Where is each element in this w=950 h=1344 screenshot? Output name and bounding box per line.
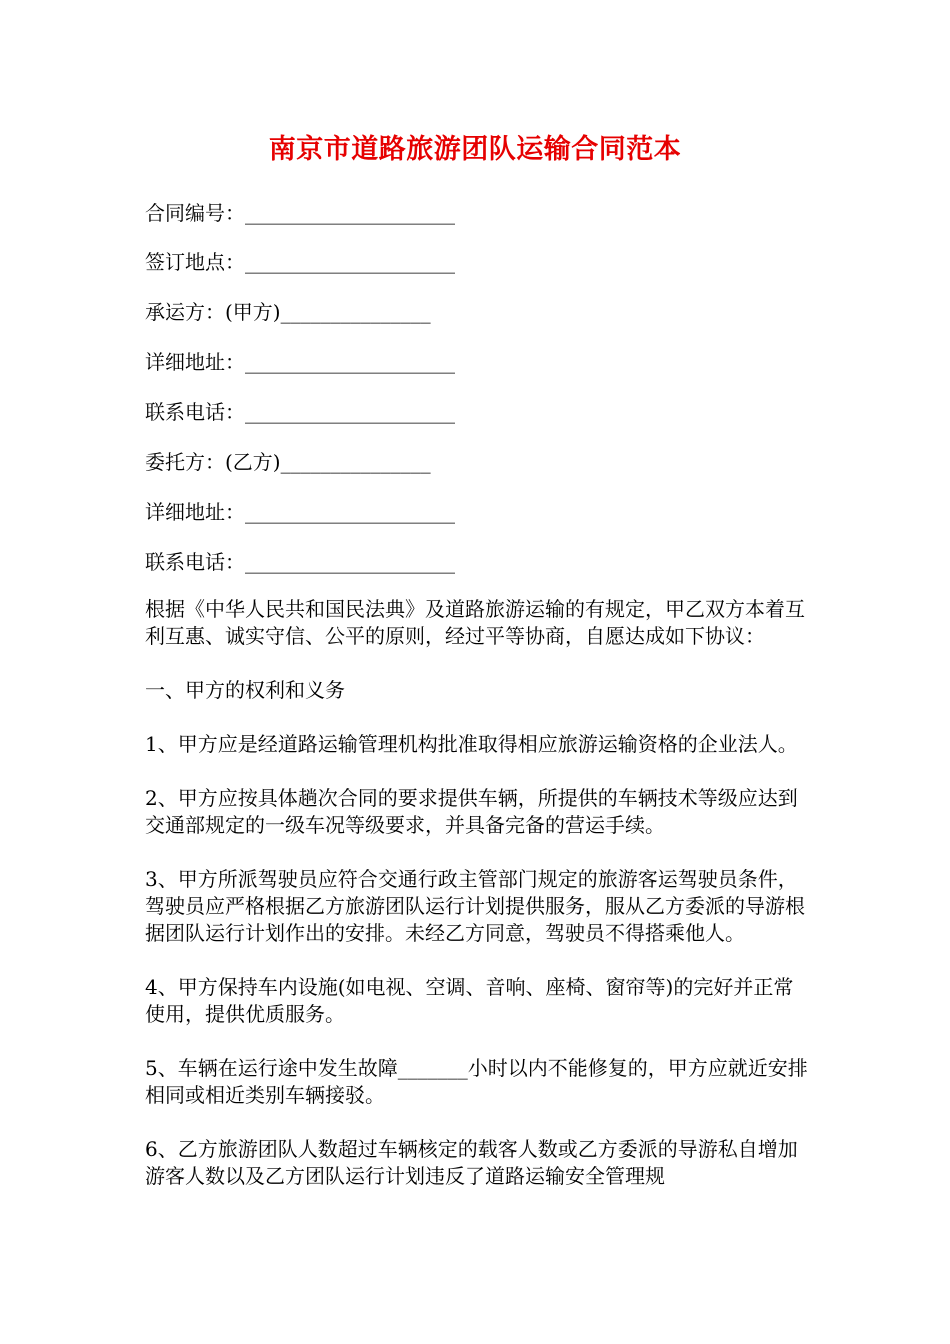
- party-a-phone-field: 联系电话：_____________________: [145, 400, 455, 424]
- clause-paragraph: 4、甲方保持车内设施(如电视、空调、音响、座椅、窗帘等)的完好并正常使用，提供优质服务。: [145, 975, 794, 1026]
- carrier-party-a-field: 承运方：(甲方)_______________: [145, 300, 431, 324]
- party-b-phone-field: 联系电话：_____________________: [145, 550, 455, 574]
- document-title: 南京市道路旅游团队运输合同范本: [268, 134, 682, 165]
- clause-paragraph: 1、甲方应是经道路运输管理机构批准取得相应旅游运输资格的企业法人。: [145, 732, 798, 756]
- party-b-address-field: 详细地址：_____________________: [145, 500, 455, 524]
- clause-paragraph: 6、乙方旅游团队人数超过车辆核定的载客人数或乙方委派的导游私自增加游客人数以及乙方团队运行计划违反了道路运输安全管理规: [145, 1137, 798, 1188]
- contract-number-field: 合同编号：_____________________: [145, 201, 455, 225]
- preamble-paragraph: 根据《中华人民共和国民法典》及道路旅游运输的有规定，甲乙双方本着互利互惠、诚实守信、公平的原则，经过平等协商，自愿达成如下协议：: [145, 597, 805, 648]
- contract-body: [145, 596, 810, 1217]
- section-heading: 一、甲方的权利和义务: [145, 678, 345, 702]
- clause-paragraph: 3、甲方所派驾驶员应符合交通行政主管部门规定的旅游客运驾驶员条件，驾驶员应严格根据乙方旅游团队运行计划提供服务，服从乙方委派的导游根据团队运行计划作出的安排。未经乙方同意，驾驶员不得搭乘他人。: [145, 867, 805, 945]
- party-a-address-field: 详细地址：_____________________: [145, 350, 455, 374]
- clause-paragraph: 2、甲方应按具体趟次合同的要求提供车辆，所提供的车辆技术等级应达到交通部规定的一级车况等级要求，并具备完备的营运手续。: [145, 786, 798, 837]
- signing-place-field: 签订地点：_____________________: [145, 250, 455, 274]
- client-party-b-field: 委托方：(乙方)_______________: [145, 450, 431, 474]
- clause-paragraph: 5、车辆在运行途中发生故障_______小时以内不能修复的，甲方应就近安排相同或相近类别车辆接驳。: [145, 1056, 808, 1107]
